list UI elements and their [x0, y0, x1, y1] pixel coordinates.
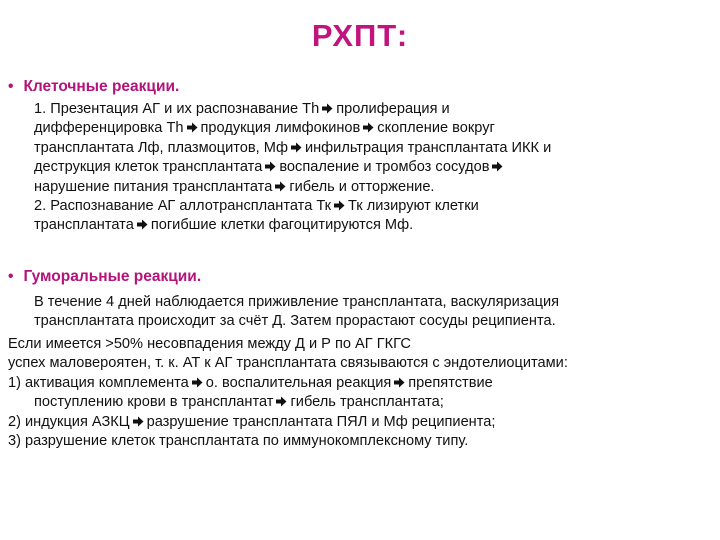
text: погибшие клетки фагоцитируются Мф. [150, 217, 414, 234]
text: успех маловероятен, т. к. АТ к АГ трансплантата связываются с эндотелиоцитами: [8, 355, 568, 372]
heading-text: Клеточные реакции. [23, 78, 180, 95]
cellular-paragraph [34, 100, 714, 236]
slide-title: РХПТ: [311, 18, 409, 53]
bullet-icon: • [8, 268, 14, 285]
arrow-right-icon [137, 219, 148, 230]
text: гибель и отторжение. [289, 178, 435, 195]
text: Если имеется >50% несовпадения между Д и Р по АГ ГКГС [8, 336, 411, 352]
text: 2) индукция АЗКЦ [8, 413, 130, 430]
text: гибель трансплантата; [290, 394, 444, 411]
arrow-right-icon [394, 377, 405, 388]
humoral-details [8, 335, 716, 451]
arrow-right-icon [291, 142, 302, 153]
arrow-right-icon [363, 122, 374, 133]
text: разрушение трансплантата ПЯЛ и Мф реципиента; [146, 413, 496, 430]
text: о. воспалительная реакция [205, 374, 392, 391]
text: инфильтрация трансплантата ИКК и [304, 139, 552, 156]
section-heading-humoral [8, 268, 201, 286]
text: 3) разрушение клеток трансплантата по иммунокомплексному типу. [8, 433, 469, 450]
text: 1. Презентация АГ и их распознавание Th [34, 101, 320, 117]
heading-text: Гуморальные реакции. [23, 268, 202, 285]
text: 1) активация комплемента [8, 374, 189, 391]
text: деструкция клеток трансплантата [34, 159, 263, 176]
arrow-right-icon [265, 161, 276, 172]
text: скопление вокруг [377, 120, 495, 137]
text: трансплантата происходит за счёт Д. Затем прорастают сосуды реципиента. [34, 313, 556, 330]
text: воспаление и тромбоз сосудов [279, 159, 490, 176]
text: пролиферация и [336, 101, 450, 117]
text: поступлению крови в трансплантат [34, 394, 274, 411]
text: трансплантата [34, 217, 134, 234]
arrow-right-icon [276, 396, 287, 407]
arrow-right-icon [275, 181, 286, 192]
text: продукция лимфокинов [200, 120, 361, 137]
text: препятствие [408, 374, 493, 391]
arrow-right-icon [133, 416, 144, 427]
text: нарушение питания трансплантата [34, 178, 273, 195]
arrow-right-icon [322, 103, 333, 114]
text: В течение 4 дней наблюдается приживление трансплантата, васкуляризация [34, 294, 560, 310]
humoral-intro [34, 293, 716, 332]
arrow-right-icon [334, 200, 345, 211]
text: дифференцировка Th [34, 120, 184, 137]
arrow-right-icon [192, 377, 203, 388]
arrow-right-icon [187, 122, 198, 133]
text: 2. Распознавание АГ аллотрансплантата Тк [34, 198, 332, 215]
text: Тк лизируют клетки [348, 198, 479, 215]
section-heading-cellular [8, 78, 179, 96]
bullet-icon: • [8, 78, 14, 95]
text: трансплантата Лф, плазмоцитов, Мф [34, 139, 288, 156]
arrow-right-icon [492, 161, 503, 172]
